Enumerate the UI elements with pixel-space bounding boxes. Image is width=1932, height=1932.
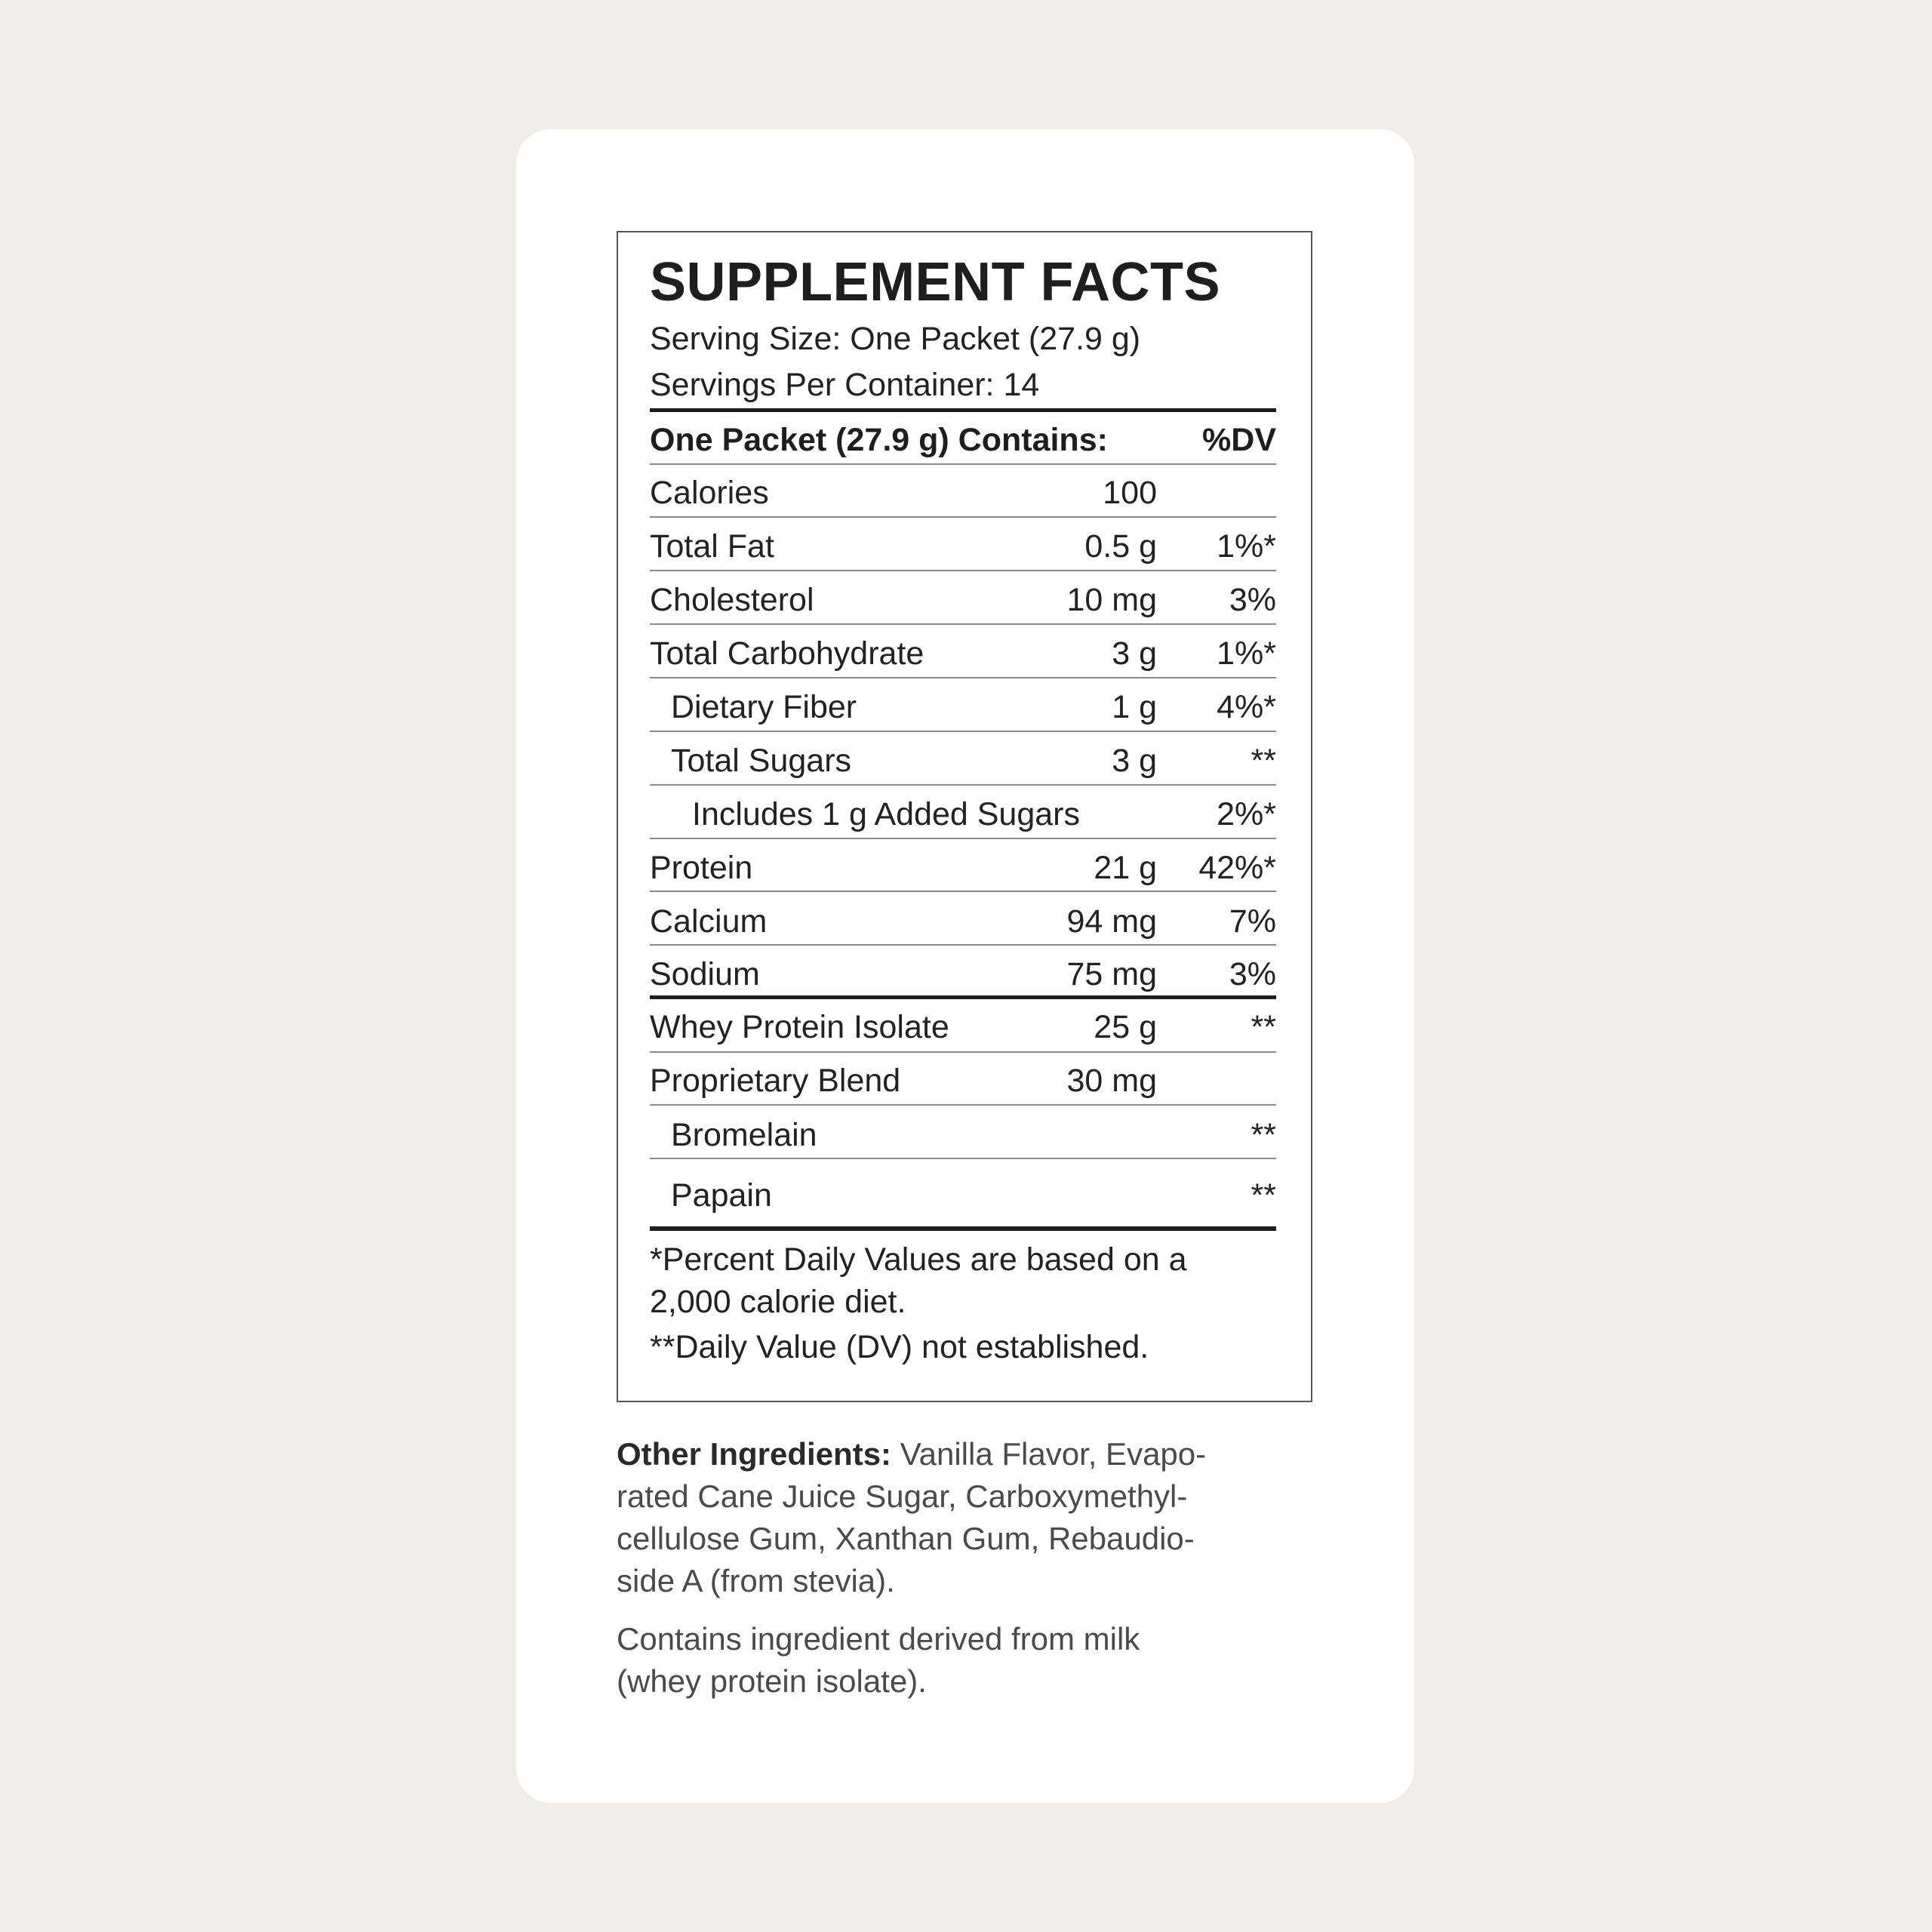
ingredients-text: Vanilla Flavor, Evapo-	[891, 1436, 1207, 1472]
allergen-line-1: Contains ingredient derived from milk	[617, 1621, 1140, 1657]
allergen-statement	[617, 1618, 1281, 1703]
row-label: Cholesterol	[650, 582, 814, 618]
facts-row-calories	[650, 466, 1276, 519]
percent-dv-footnote-line2: 2,000 calorie diet.	[650, 1284, 906, 1320]
row-amount: 100	[1103, 475, 1157, 511]
row-amount: 94 mg	[1066, 903, 1157, 940]
row-amount: 0.5 g	[1084, 528, 1157, 565]
row-amount: 25 g	[1094, 1009, 1157, 1045]
ingredients-line-1	[617, 1433, 1281, 1475]
row-divider	[650, 784, 1276, 786]
row-divider	[650, 463, 1276, 465]
allergen-line-2: (whey protein isolate).	[617, 1663, 927, 1699]
row-amount: 30 mg	[1066, 1063, 1157, 1099]
row-divider	[650, 623, 1276, 625]
row-dv: 1%*	[1217, 635, 1276, 672]
other-ingredients	[617, 1433, 1281, 1602]
ingredients-line-4: side A (from stevia).	[617, 1563, 895, 1598]
facts-row-total-carbohydrate	[650, 627, 1276, 680]
facts-header-row	[650, 414, 1276, 466]
facts-row-added-sugars	[650, 788, 1276, 841]
row-divider	[650, 677, 1276, 678]
row-divider	[650, 1104, 1276, 1106]
row-label: Total Sugars	[671, 743, 852, 779]
row-label: Papain	[671, 1177, 772, 1214]
panel-title: SUPPLEMENT FACTS	[650, 252, 1221, 312]
facts-row-calcium	[650, 895, 1276, 948]
row-amount: 1 g	[1112, 689, 1157, 725]
row-label: Protein	[650, 850, 753, 886]
row-label: Calcium	[650, 903, 768, 940]
row-dv: 2%*	[1217, 796, 1276, 832]
row-amount: 3 g	[1112, 635, 1157, 672]
header-label: One Packet (27.9 g) Contains:	[650, 422, 1108, 458]
row-label: Total Carbohydrate	[650, 635, 924, 672]
row-dv: 3%	[1229, 956, 1276, 992]
row-dv: 7%	[1229, 903, 1276, 940]
row-divider	[650, 891, 1276, 892]
facts-row-total-fat	[650, 520, 1276, 573]
row-divider	[650, 731, 1276, 732]
dv-not-established-footnote: **Daily Value (DV) not established.	[650, 1329, 1149, 1365]
percent-dv-footnote-line1: *Percent Daily Values are based on a	[650, 1241, 1187, 1278]
facts-row-bromelain	[650, 1109, 1276, 1161]
row-label: Bromelain	[671, 1117, 817, 1153]
row-divider	[650, 570, 1276, 571]
row-label: Total Fat	[650, 528, 774, 565]
row-dv: 1%*	[1217, 528, 1276, 565]
facts-row-proprietary-blend	[650, 1054, 1276, 1107]
row-label: Whey Protein Isolate	[650, 1009, 949, 1045]
row-divider	[650, 1051, 1276, 1053]
facts-row-papain	[650, 1169, 1276, 1222]
facts-row-protein	[650, 841, 1276, 894]
row-amount: 21 g	[1094, 850, 1157, 886]
row-dv: **	[1251, 1117, 1276, 1153]
row-dv: **	[1251, 743, 1276, 779]
servings-per-container: Servings Per Container: 14	[650, 367, 1040, 403]
footer-rule	[650, 1226, 1276, 1231]
facts-row-total-sugars	[650, 734, 1276, 787]
ingredients-heading: Other Ingredients:	[617, 1436, 892, 1472]
row-label: Dietary Fiber	[671, 689, 857, 725]
facts-row-sodium	[650, 948, 1276, 1001]
row-dv: **	[1251, 1177, 1276, 1214]
row-divider	[650, 838, 1276, 839]
row-label: Includes 1 g Added Sugars	[692, 796, 1080, 832]
row-divider	[650, 944, 1276, 946]
row-divider	[650, 1158, 1276, 1159]
row-label: Calories	[650, 475, 769, 511]
facts-row-whey-protein-isolate	[650, 1001, 1276, 1054]
facts-row-cholesterol	[650, 574, 1276, 626]
header-rule	[650, 408, 1276, 412]
row-dv: 3%	[1229, 582, 1276, 618]
row-label: Proprietary Blend	[650, 1063, 901, 1099]
row-amount: 3 g	[1112, 743, 1157, 779]
section-rule	[650, 995, 1276, 999]
row-amount: 10 mg	[1066, 582, 1157, 618]
row-dv: 42%*	[1198, 850, 1276, 886]
row-dv: 4%*	[1217, 689, 1276, 725]
facts-row-dietary-fiber	[650, 681, 1276, 734]
row-amount: 75 mg	[1066, 956, 1157, 992]
row-dv: **	[1251, 1009, 1276, 1045]
ingredients-line-2: rated Cane Juice Sugar, Carboxymethyl-	[617, 1478, 1188, 1514]
ingredients-line-3: cellulose Gum, Xanthan Gum, Rebaudio-	[617, 1521, 1195, 1556]
header-dv: %DV	[1202, 422, 1276, 458]
row-label: Sodium	[650, 956, 760, 992]
serving-size: Serving Size: One Packet (27.9 g)	[650, 321, 1141, 357]
row-divider	[650, 516, 1276, 518]
